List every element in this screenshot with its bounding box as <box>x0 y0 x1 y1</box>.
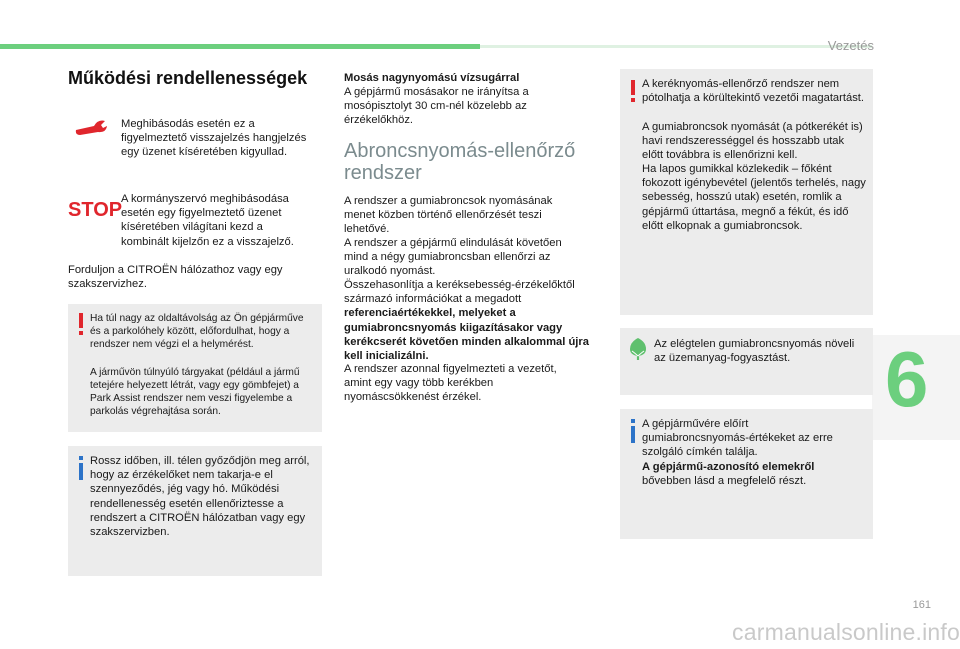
tpms-para-4: A rendszer azonnal figyelmezteti a vezetőt, amint egy vagy több kerékben nyomáscsökkenést érzékel. <box>344 363 557 404</box>
page-number: 161 <box>912 599 931 611</box>
tpms-para-3-text: Összehasonlítja a keréksebesség-érzékelőktől származó információkat a megadott <box>344 279 575 306</box>
warning-text-1: Ha túl nagy az oldaltávolság az Ön gépjárműve és a parkolóhely között, előfordulhat, hogy a rendszer nem végzi el a helymérést. <box>90 313 304 350</box>
info-box-pressure <box>620 409 873 539</box>
pressure-info-tail: bővebben lásd a megfelelő részt. <box>642 475 807 487</box>
warning-box-parking <box>68 304 322 432</box>
warning-box-tpms <box>620 69 873 315</box>
warning-icon <box>78 313 84 340</box>
header-accent-bar <box>0 44 480 49</box>
stop-icon-label: STOP <box>68 199 123 221</box>
tpms-para-3-bold: referenciaértékekkel, melyeket a gumiabroncsnyomás kiigazításakor vagy kerékcserét követően minden alkalommal újra kell inicializálni. <box>344 307 589 363</box>
contact-text: Forduljon a CITROËN hálózathoz vagy egy szakszervizhez. <box>68 264 283 291</box>
tpms-para-2: A rendszer a gépjármű elindulását követően mind a négy gumiabroncsban ellenőrzi az uralkodó nyomást. <box>344 237 562 278</box>
info-text: Rossz időben, ill. télen győződjön meg arról, hogy az érzékelőket nem takarja-e el szennyeződés, jég vagy hó. Működési rendellenesség esetén ellenőriztesse a rendszert a CITROËN hálózatban vagy egy szakszervizben. <box>90 455 310 539</box>
header-accent-bar-light <box>480 45 872 48</box>
wrench-warning-text: Meghibásodás esetén ez a figyelmeztető visszajelzés hangjelzés egy üzenet kíséretében kigyullad. <box>121 118 307 159</box>
chapter-number: 6 <box>885 335 929 423</box>
tpms-para-1: A rendszer a gumiabroncsok nyomásának menet közben történő ellenőrzését teszi lehetővé. <box>344 195 553 236</box>
stop-icon <box>66 196 123 225</box>
eco-box <box>620 328 873 395</box>
eco-leaf-icon <box>627 337 649 366</box>
watermark: carmanualsonline.info <box>732 619 960 645</box>
tpms-warning-3: Ha lapos gumikkal közlekedik – főként fokozott igénybevétel (jelentős terhelés, nagy sebesség, hosszú utak) esetén, romlik a gépjármű úttartása, megnő a fékút, és idő előtt elkopnak a gumiabroncsok. <box>642 163 866 232</box>
warning-icon <box>630 80 636 107</box>
info-icon <box>78 456 84 485</box>
section-title: Vezetés <box>827 38 874 53</box>
pressure-info-text: A gépjárművére előírt gumiabroncsnyomás-értékeket az erre szolgáló címkén találja. <box>642 418 833 459</box>
page-title: Működési rendellenességek <box>68 68 308 88</box>
tpms-warning-1: A keréknyomás-ellenőrző rendszer nem pótolhatja a körültekintő vezetői magatartást. <box>642 78 865 105</box>
wash-text: A gépjármű mosásakor ne irányítsa a mosópisztolyt 30 cm-nél közelebb az érzékelőkhöz. <box>344 86 529 127</box>
section-heading: Abroncsnyomás-ellenőrző rendszer <box>344 140 576 184</box>
info-icon <box>630 419 636 448</box>
wash-title: Mosás nagynyomású vízsugárral <box>344 72 520 84</box>
stop-warning-text: A kormányszervó meghibásodása esetén egy figyelmeztető üzenet kíséretében világítani kezd a kombinált kijelzőn ez a visszajelző. <box>121 193 294 248</box>
eco-text: Az elégtelen gumiabroncsnyomás növeli az üzemanyag-fogyasztást. <box>654 338 855 365</box>
info-box-sensors <box>68 446 322 576</box>
wrench-icon <box>74 118 108 143</box>
tpms-warning-2: A gumiabroncsok nyomását (a pótkerékét is) havi rendszerességgel és hosszabb utak előtt továbbra is ellenőrizni kell. <box>642 121 863 162</box>
warning-text-2: A járművön túlnyúló tárgyakat (például a jármű tetejére helyezett létrát, vagy egy gömbfejet) a Park Assist rendszer nem veszi figyelembe a parkolás végrehajtása során. <box>90 367 300 417</box>
pressure-info-bold: A gépjármű-azonosító elemekről <box>642 461 815 473</box>
tpms-para-3 <box>344 278 592 363</box>
